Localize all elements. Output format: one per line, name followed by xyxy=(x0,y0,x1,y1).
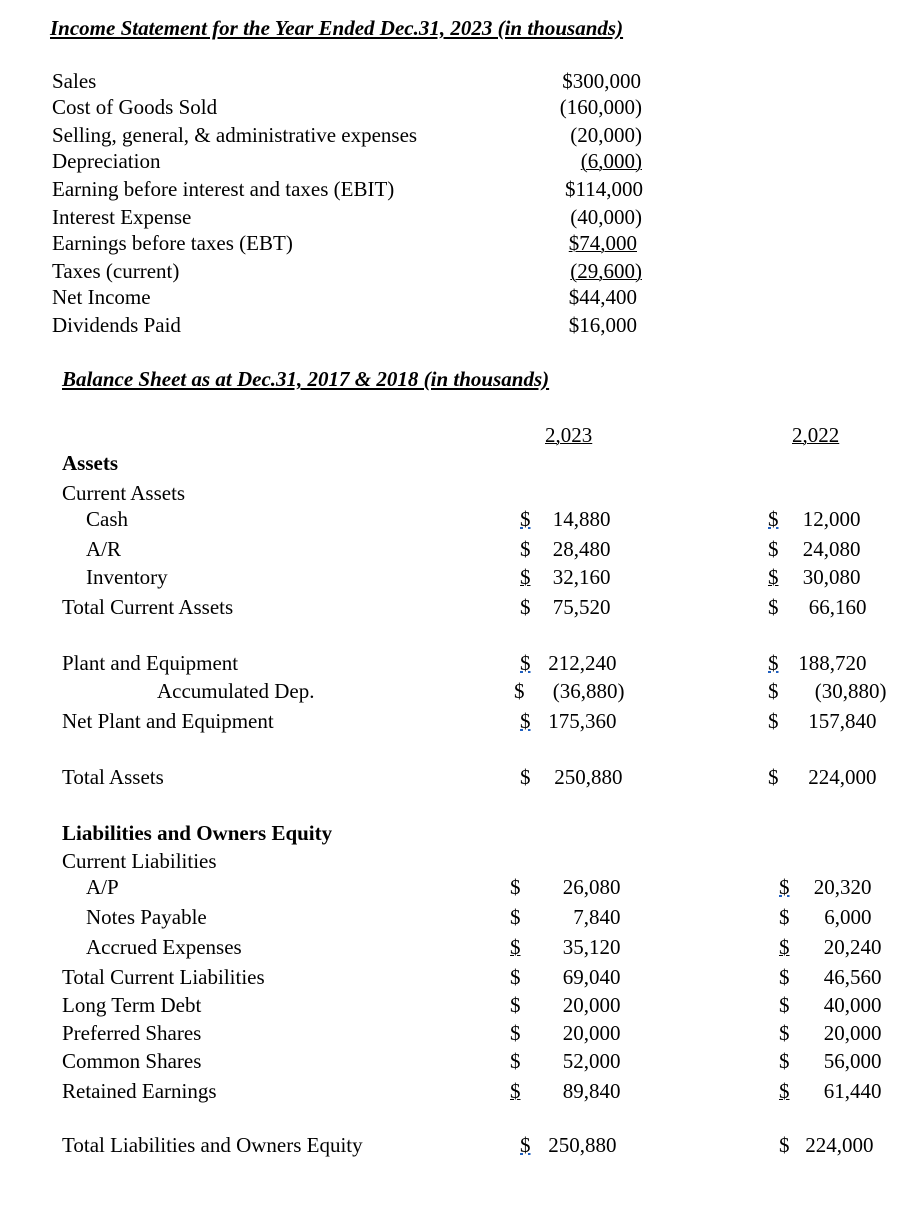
row-v1-accrued-expenses: $ 35,120 xyxy=(510,935,621,959)
income-statement-title: Income Statement for the Year Ended Dec.31, 2023 (in thousands) xyxy=(50,16,624,40)
row-v2-total-liabilities-equity: $ 224,000 xyxy=(779,1133,874,1157)
row-v1-common-shares: $ 52,000 xyxy=(510,1049,621,1073)
row-label-long-term-debt: Long Term Debt xyxy=(62,993,202,1017)
row-label-accrued-expenses: Accrued Expenses xyxy=(86,935,242,959)
row-label-total-current-assets: Total Current Assets xyxy=(62,595,234,619)
is-label-sga: Selling, general, & administrative expenses xyxy=(52,123,418,147)
is-value-ebt: $74,000 xyxy=(568,231,637,255)
row-v1-accumulated-dep: $ (36,880) xyxy=(514,679,625,703)
row-v2-accrued-expenses: $ 20,240 xyxy=(779,935,882,959)
row-v2-inventory: $ 30,080 xyxy=(768,565,861,589)
row-v1-net-plant: $ 175,360 xyxy=(520,709,617,733)
assets-heading: Assets xyxy=(62,451,118,475)
row-v1-notes-payable: $ 7,840 xyxy=(510,905,621,929)
row-label-ar: A/R xyxy=(86,537,122,561)
is-value-depreciation: (6,000) xyxy=(580,149,642,173)
row-v1-cash: $ 14,880 xyxy=(520,507,611,531)
row-v2-net-plant: $ 157,840 xyxy=(768,709,877,733)
row-label-common-shares: Common Shares xyxy=(62,1049,202,1073)
row-label-cash: Cash xyxy=(86,507,128,531)
is-value-sales: $300,000 xyxy=(562,69,641,93)
is-label-sales: Sales xyxy=(52,69,97,93)
row-v1-total-assets: $ 250,880 xyxy=(520,765,623,789)
row-v2-ap: $ 20,320 xyxy=(779,875,872,899)
row-v2-total-current-assets: $ 66,160 xyxy=(768,595,867,619)
row-v1-total-current-assets: $ 75,520 xyxy=(520,595,611,619)
row-label-total-liabilities-equity: Total Liabilities and Owners Equity xyxy=(62,1133,363,1157)
row-label-accumulated-dep: Accumulated Dep. xyxy=(157,679,315,703)
row-v1-plant-equipment: $ 212,240 xyxy=(520,651,617,675)
current-assets-label: Current Assets xyxy=(62,481,186,505)
is-label-interest: Interest Expense xyxy=(52,205,192,229)
row-label-total-assets: Total Assets xyxy=(62,765,164,789)
row-label-plant-equipment: Plant and Equipment xyxy=(62,651,239,675)
row-v1-long-term-debt: $ 20,000 xyxy=(510,993,621,1017)
bs-year-2022: 2,022 xyxy=(792,423,840,447)
bs-year-2023: 2,023 xyxy=(545,423,593,447)
is-value-cogs: (160,000) xyxy=(559,95,642,119)
is-label-ebt: Earnings before taxes (EBT) xyxy=(52,231,293,255)
row-v2-accumulated-dep: $ (30,880) xyxy=(768,679,887,703)
row-label-inventory: Inventory xyxy=(86,565,168,589)
row-label-net-plant: Net Plant and Equipment xyxy=(62,709,274,733)
is-value-sga: (20,000) xyxy=(570,123,642,147)
current-liabilities-label: Current Liabilities xyxy=(62,849,217,873)
row-v2-retained-earnings: $ 61,440 xyxy=(779,1079,882,1103)
row-v2-plant-equipment: $ 188,720 xyxy=(768,651,867,675)
row-v2-cash: $ 12,000 xyxy=(768,507,861,531)
row-v1-ap: $ 26,080 xyxy=(510,875,621,899)
is-value-dividends: $16,000 xyxy=(568,313,637,337)
is-value-interest: (40,000) xyxy=(570,205,642,229)
row-v1-total-current-liabilities: $ 69,040 xyxy=(510,965,621,989)
row-v1-ar: $ 28,480 xyxy=(520,537,611,561)
row-label-ap: A/P xyxy=(86,875,119,899)
is-label-net-income: Net Income xyxy=(52,285,151,309)
row-label-retained-earnings: Retained Earnings xyxy=(62,1079,217,1103)
row-label-total-current-liabilities: Total Current Liabilities xyxy=(62,965,265,989)
row-v2-ar: $ 24,080 xyxy=(768,537,861,561)
row-v2-common-shares: $ 56,000 xyxy=(779,1049,882,1073)
is-label-dividends: Dividends Paid xyxy=(52,313,181,337)
row-v2-total-assets: $ 224,000 xyxy=(768,765,877,789)
row-label-preferred-shares: Preferred Shares xyxy=(62,1021,202,1045)
row-v1-total-liabilities-equity: $ 250,880 xyxy=(520,1133,617,1157)
is-label-taxes: Taxes (current) xyxy=(52,259,180,283)
balance-sheet-title: Balance Sheet as at Dec.31, 2017 & 2018 (in thousands) xyxy=(62,367,550,391)
is-label-depreciation: Depreciation xyxy=(52,149,161,173)
is-value-ebit: $114,000 xyxy=(565,177,643,201)
is-value-taxes: (29,600) xyxy=(570,259,642,283)
row-v2-long-term-debt: $ 40,000 xyxy=(779,993,882,1017)
row-v1-inventory: $ 32,160 xyxy=(520,565,611,589)
row-v1-preferred-shares: $ 20,000 xyxy=(510,1021,621,1045)
row-label-notes-payable: Notes Payable xyxy=(86,905,207,929)
is-label-cogs: Cost of Goods Sold xyxy=(52,95,218,119)
is-value-net-income: $44,400 xyxy=(568,285,637,309)
row-v1-retained-earnings: $ 89,840 xyxy=(510,1079,621,1103)
row-v2-total-current-liabilities: $ 46,560 xyxy=(779,965,882,989)
row-v2-notes-payable: $ 6,000 xyxy=(779,905,872,929)
is-label-ebit: Earning before interest and taxes (EBIT) xyxy=(52,177,395,201)
row-v2-preferred-shares: $ 20,000 xyxy=(779,1021,882,1045)
liabilities-heading: Liabilities and Owners Equity xyxy=(62,821,333,845)
